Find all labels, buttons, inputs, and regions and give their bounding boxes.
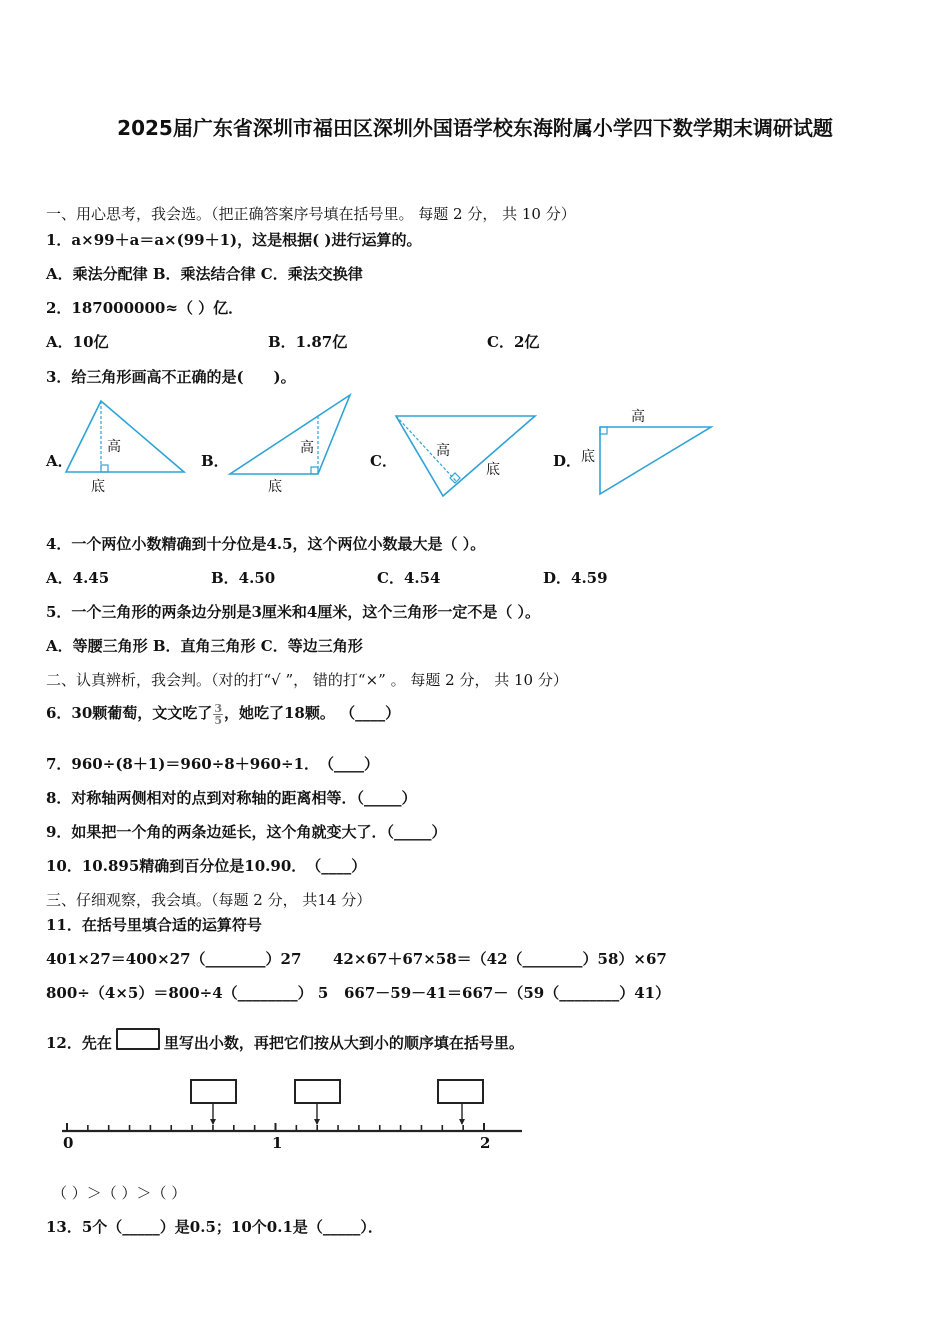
q6-after: ，她吃了18颗。 （____）	[223, 704, 401, 722]
triangle-d-label-gao: 高	[631, 409, 645, 425]
arrow-down-icon	[459, 1119, 465, 1125]
q12-stem-before: 12．先在	[46, 1034, 112, 1052]
triangle-b-label-gao: 高	[300, 440, 314, 456]
q3-option-c: C．	[370, 452, 397, 470]
q4-option-c: C．4.54	[377, 569, 441, 587]
q2-option-c: C．2亿	[487, 333, 540, 351]
q4-stem: 4．一个两位小数精确到十分位是4.5，这个两位小数最大是（ ）。	[46, 535, 486, 553]
q2-stem: 2．187000000≈（ ）亿．	[46, 299, 244, 317]
q8: 8．对称轴两侧相对的点到对称轴的距离相等．（_____）	[46, 789, 417, 807]
q4-option-d: D．4.59	[543, 569, 608, 587]
q11-expression-c: 800÷（4×5）＝800÷4（________） 5	[46, 984, 329, 1002]
q2-option-b: B．1.87亿	[268, 333, 348, 351]
section3-heading: 三、仔细观察，我会填。（每题 2 分， 共14 分）	[46, 891, 372, 909]
tick-label-1: 1	[272, 1134, 283, 1152]
q13: 13．5个（_____）是0.5；10个0.1是（_____）．	[46, 1218, 383, 1236]
triangle-a-label-gao: 高	[107, 439, 121, 455]
arrow-down-icon	[314, 1119, 320, 1125]
triangle-c-label-gao: 高	[436, 443, 450, 459]
answer-box-2[interactable]	[295, 1080, 340, 1103]
q1-options: A．乘法分配律 B．乘法结合律 C．乘法交换律	[46, 265, 363, 283]
fraction-denominator: 5	[214, 713, 222, 727]
q3-stem: 3．给三角形画高不正确的是( )。	[46, 368, 296, 386]
answer-box-1[interactable]	[191, 1080, 236, 1103]
triangle-c-label-di: 底	[486, 462, 500, 478]
q11-stem: 11．在括号里填合适的运算符号	[46, 916, 262, 934]
page-title: 2025届广东省深圳市福田区深圳外国语学校东海附属小学四下数学期末调研试题	[117, 116, 833, 140]
q2-option-a: A．10亿	[46, 333, 109, 351]
tick-label-0: 0	[63, 1134, 74, 1152]
q7: 7．960÷(8＋1)＝960÷8＋960÷1． （____）	[46, 755, 380, 773]
triangle-a-label-di: 底	[91, 479, 105, 495]
q12-order: （ ）＞（ ）＞（ ）	[52, 1184, 187, 1202]
q3-option-b: B．	[201, 452, 229, 470]
q4-option-a: A．4.45	[46, 569, 110, 587]
q11-expression-a: 401×27＝400×27（________）27	[46, 950, 302, 968]
q11-expression-d: 667－59－41＝667－（59（________）41）	[344, 984, 671, 1002]
q5-options: A．等腰三角形 B．直角三角形 C．等边三角形	[46, 637, 363, 655]
q12-stem-after: 里写出小数，再把它们按从大到小的顺序填在括号里。	[163, 1034, 524, 1052]
section1-heading: 一、用心思考，我会选。（把正确答案序号填在括号里。 每题 2 分， 共 10 分）	[46, 205, 576, 223]
triangle-b-label-di: 底	[268, 479, 282, 495]
answer-box-3[interactable]	[438, 1080, 483, 1103]
triangle-d-label-di: 底	[581, 449, 595, 465]
number-line-ticks	[67, 1123, 484, 1131]
q9: 9．如果把一个角的两条边延长，这个角就变大了．（_____）	[46, 823, 447, 841]
q3-option-a: A．	[46, 452, 73, 470]
fraction-numerator: 3	[214, 701, 222, 715]
q3-option-d: D．	[553, 452, 582, 470]
q1-stem: 1．a×99＋a＝a×(99＋1)，这是根据( )进行运算的。	[46, 231, 422, 249]
arrow-down-icon	[210, 1119, 216, 1125]
section2-heading: 二、认真辨析，我会判。（对的打“√ ”， 错的打“×” 。 每题 2 分， 共 10 分）	[46, 671, 568, 689]
q6-before: 6．30颗葡萄，文文吃了	[46, 704, 213, 722]
q10: 10．10.895精确到百分位是10.90． （____）	[46, 857, 367, 875]
q11-expression-b: 42×67＋67×58＝（42（________）58）×67	[333, 950, 667, 968]
q4-option-b: B．4.50	[211, 569, 276, 587]
tick-label-2: 2	[480, 1134, 491, 1152]
q5-stem: 5．一个三角形的两条边分别是3厘米和4厘米，这个三角形一定不是（ ）。	[46, 603, 541, 621]
